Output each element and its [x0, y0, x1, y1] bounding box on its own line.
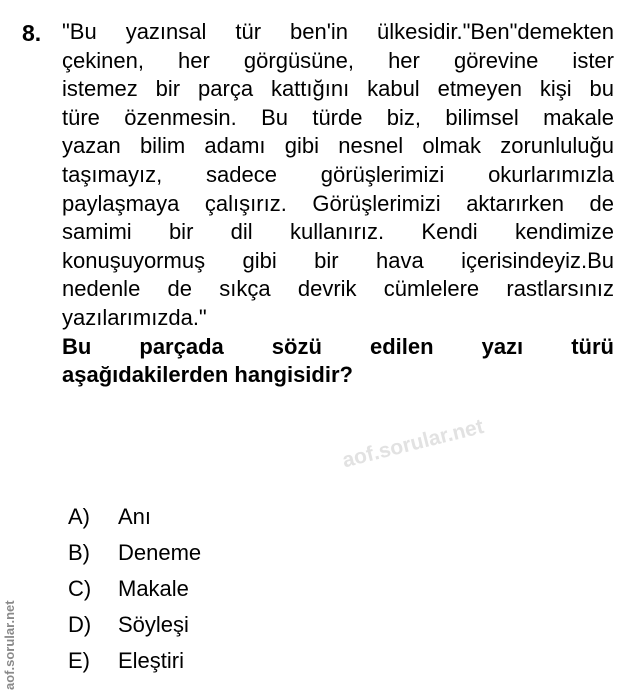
- option-b[interactable]: [68, 535, 201, 571]
- option-d[interactable]: [68, 607, 201, 643]
- stem-line: samimi bir dil kullanırız. Kendi kendimize: [62, 219, 614, 245]
- option-c[interactable]: [68, 571, 201, 607]
- stem-line: türe özenmesin. Bu türde biz, bilimsel makale: [62, 104, 614, 130]
- option-text: Anı: [118, 504, 152, 529]
- stem-line: nedenle de sıkça devrik cümlelere rastlarsınız: [62, 276, 614, 302]
- option-letter: E): [68, 648, 90, 673]
- answer-options: [68, 499, 201, 679]
- option-text: Makale: [118, 576, 189, 601]
- watermark: aof.sorular.net: [340, 414, 486, 473]
- question-prompt: Bu parçada sözü edilen yazı türü: [62, 333, 614, 359]
- option-letter: D): [68, 612, 92, 637]
- option-e[interactable]: [68, 643, 201, 679]
- option-letter: B): [68, 540, 90, 565]
- option-a[interactable]: [68, 499, 201, 535]
- option-text: Söyleşi: [118, 612, 189, 637]
- stem-line: çekinen, her görgüsüne, her görevine ister: [62, 47, 614, 73]
- option-text: Deneme: [118, 540, 202, 565]
- stem-line: taşımayız, sadece görüşlerimizi okurlarımızla: [62, 161, 614, 187]
- side-watermark: aof.sorular.net: [2, 600, 17, 690]
- option-text: Eleştiri: [118, 648, 185, 673]
- stem-line: yazan bilim adamı gibi nesnel olmak zorunluluğu: [62, 133, 614, 159]
- question-stem: [62, 18, 614, 390]
- stem-line: istemez bir parça kattığını kabul etmeyen kişi bu: [62, 76, 614, 102]
- stem-line: konuşuyormuş gibi bir hava içerisindeyiz.Bu: [62, 247, 614, 273]
- stem-line: yazılarımızda.": [62, 304, 207, 330]
- option-letter: C): [68, 576, 92, 601]
- stem-line: "Bu yazınsal tür ben'in ülkesidir."Ben"demekten: [62, 19, 614, 44]
- question-prompt: aşağıdakilerden hangisidir?: [62, 362, 353, 388]
- stem-line: paylaşmaya çalışırız. Görüşlerimizi aktarırken de: [62, 190, 614, 216]
- question-number: 8.: [22, 20, 42, 46]
- option-letter: A): [68, 504, 90, 529]
